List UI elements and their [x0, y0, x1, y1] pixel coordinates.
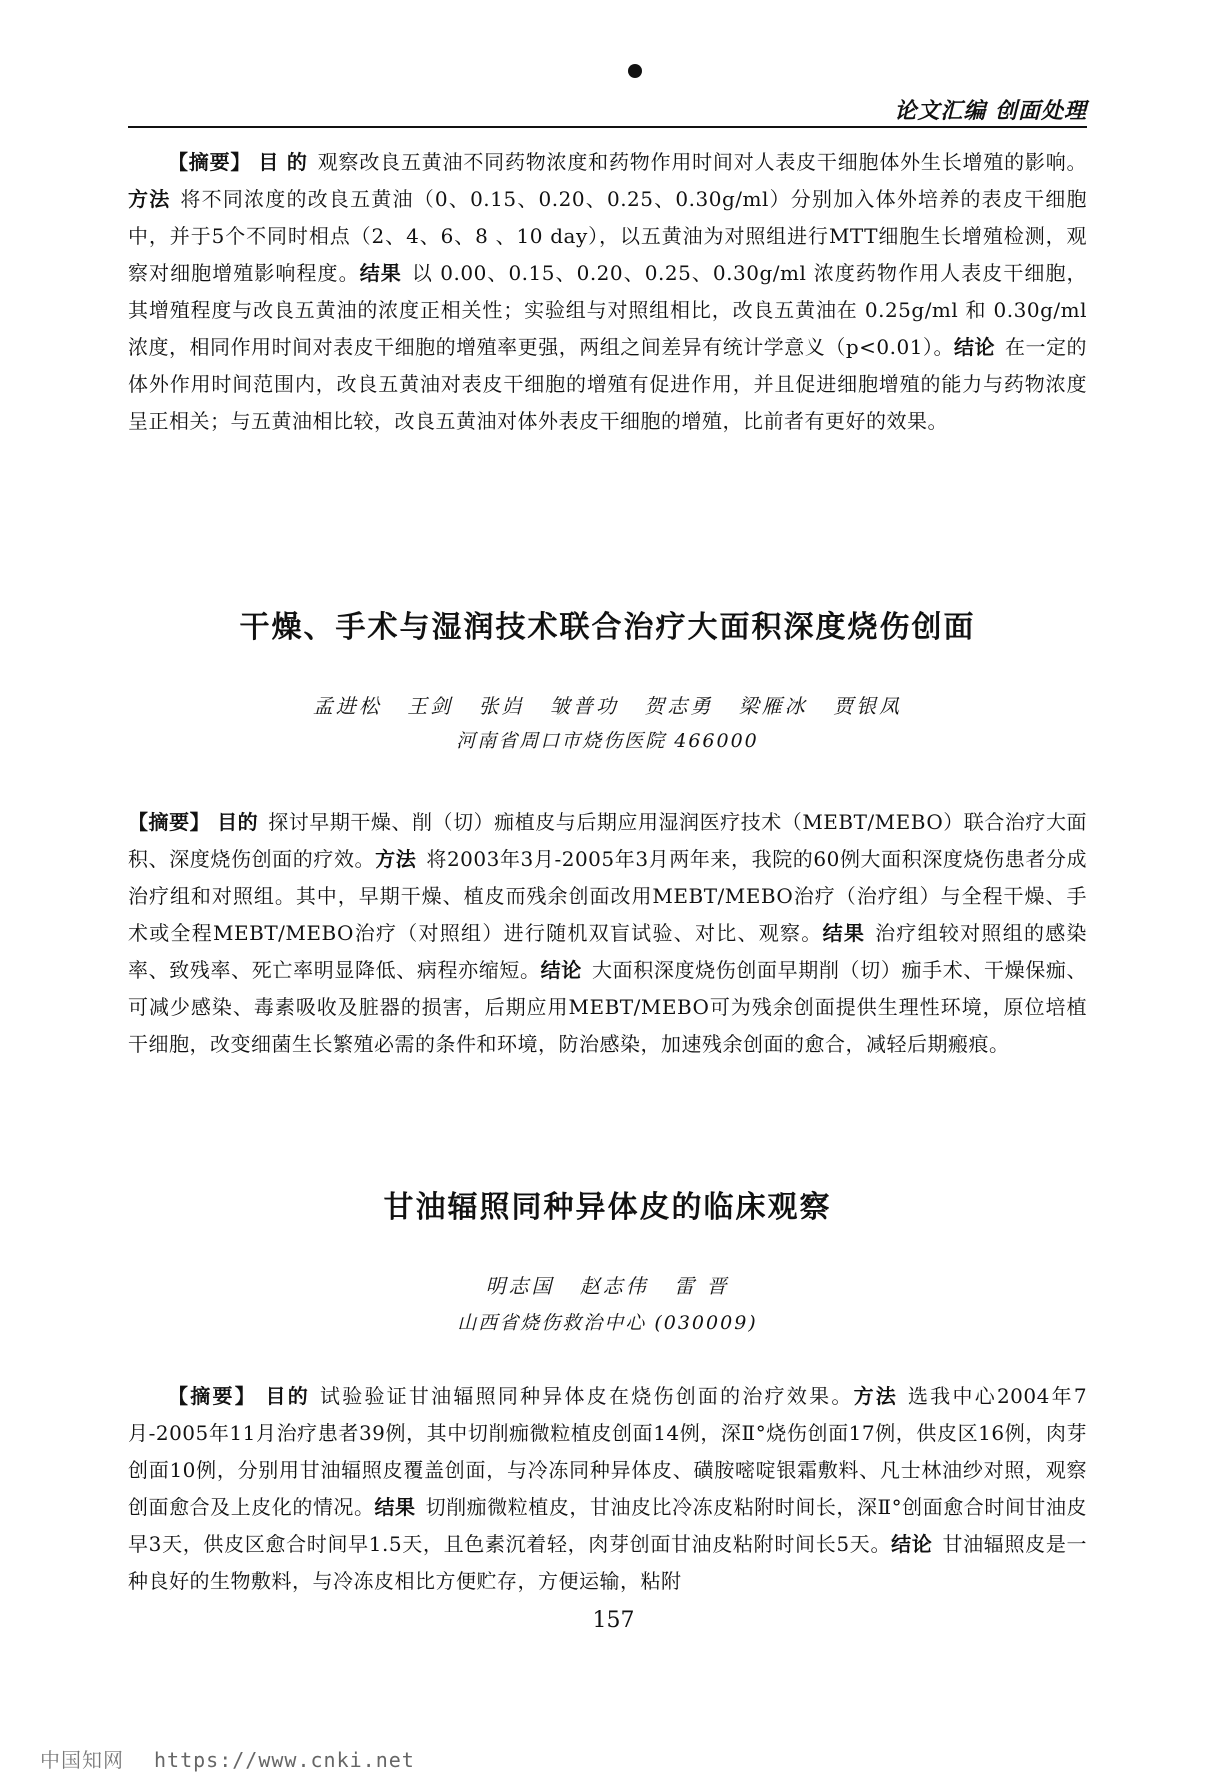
article3-abstract — [128, 1378, 1087, 1600]
results-label: 结果 — [374, 1495, 416, 1519]
author: 梁雁冰 — [738, 694, 808, 718]
results-label: 结果 — [359, 261, 402, 285]
article1-abstract — [128, 144, 1087, 440]
objective-text: 探讨早期干燥、削（切）痂植皮与后期应用湿润医疗技术（MEBT/MEBO）联合治疗大面积、深度烧伤创面的疗效。 — [128, 810, 1088, 871]
watermark-logo: 中国知网 — [40, 1748, 124, 1772]
header-rule — [128, 126, 1087, 128]
conclusion-text: 在一定的体外作用时间范围内，改良五黄油对表皮干细胞的增殖有促进作用，并且促进细胞增殖的能力与药物浓度呈正相关；与五黄油相比较，改良五黄油对体外表皮干细胞的增殖，比前者有更好的效果。 — [128, 335, 1088, 433]
page-number: 157 — [592, 1608, 635, 1633]
methods-text: 将不同浓度的改良五黄油（0、0.15、0.20、0.25、0.30g/ml）分别加入体外培养的表皮干细胞中，并于5个不同时相点（2、4、6、8 、10 day），以五黄油为对照组进行MTT细胞生长增殖检测，观察对细胞增殖影响程度。 — [128, 187, 1087, 285]
results-label: 结果 — [822, 921, 866, 945]
header-ornament — [628, 64, 642, 78]
objective-label: 目的 — [217, 810, 259, 834]
abstract-label: 【摘要】 — [168, 150, 252, 174]
article2-title: 干燥、手术与湿润技术联合治疗大面积深度烧伤创面 — [239, 610, 976, 645]
watermark-url[interactable]: https://www.cnki.net — [154, 1748, 415, 1772]
methods-label: 方法 — [853, 1384, 899, 1408]
conclusion-label: 结论 — [891, 1532, 933, 1556]
results-text: 以 0.00、0.15、0.20、0.25、0.30g/ml 浓度药物作用人表皮干细胞，其增殖程度与改良五黄油的浓度正相关性；实验组与对照组相比，改良五黄油在 0.25g/ml 和 0.30g/ml 浓度，相同作用时间对表皮干细胞的增殖率更强，两组之间差异有统计学意义（p<0.01）。 — [128, 261, 1088, 359]
author: 张岿 — [478, 694, 525, 718]
objective-label: 目的 — [265, 1384, 310, 1408]
methods-text: 将2003年3月-2005年3月两年来，我院的60例大面积深度烧伤患者分成治疗组和对照组。其中，早期干燥、植皮而残余创面改用MEBT/MEBO治疗（治疗组）与全程干燥、手术或全程MEBT/MEBO治疗（对照组）进行随机双盲试验、对比、观察。 — [128, 847, 1088, 945]
author: 明志国 — [485, 1274, 555, 1298]
abstract-label: 【摘要】 — [168, 1384, 257, 1408]
author: 贺志勇 — [644, 694, 714, 718]
objective-text: 观察改良五黄油不同药物浓度和药物作用时间对人表皮干细胞体外生长增殖的影响。 — [317, 150, 1088, 174]
author: 贾银凤 — [833, 694, 903, 718]
article3-authors — [128, 1270, 1087, 1299]
author: 王剑 — [407, 694, 454, 718]
objective-text: 试验验证甘油辐照同种异体皮在烧伤创面的治疗效果。 — [320, 1384, 854, 1408]
article3-affiliation: 山西省烧伤救治中心 (030009) — [457, 1312, 758, 1334]
author: 赵志伟 — [579, 1274, 649, 1298]
author: 雷 晋 — [674, 1274, 730, 1298]
article3-title: 甘油辐照同种异体皮的临床观察 — [383, 1190, 832, 1225]
author: 孟进松 — [312, 694, 382, 718]
abstract-label: 【摘要】 — [128, 810, 211, 834]
methods-label: 方法 — [128, 187, 171, 211]
results-text: 治疗组较对照组的感染率、致残率、死亡率明显降低、病程亦缩短。 — [128, 921, 1087, 982]
objective-label: 目 的 — [258, 150, 308, 174]
conclusion-text: 甘油辐照皮是一种良好的生物敷料，与冷冻皮相比方便贮存，方便运输，粘附 — [128, 1532, 1087, 1593]
article2-authors — [128, 690, 1087, 719]
cnki-watermark — [40, 1744, 415, 1773]
methods-label: 方法 — [375, 847, 417, 871]
conclusion-label: 结论 — [953, 335, 995, 359]
article2-abstract — [128, 804, 1087, 1063]
conclusion-text: 大面积深度烧伤创面早期削（切）痂手术、干燥保痂、可减少感染、毒素吸收及脏器的损害，后期应用MEBT/MEBO可为残余创面提供生理性环境，原位培植干细胞，改变细菌生长繁殖必需的条件和环境，防治感染，加速残余创面的愈合，减轻后期瘢痕。 — [128, 958, 1088, 1056]
results-text: 切削痂微粒植皮，甘油皮比冷冻皮粘附时间长，深Ⅱ°创面愈合时间甘油皮早3天，供皮区愈合时间早1.5天，且色素沉着轻，肉芽创面甘油皮粘附时间长5天。 — [128, 1495, 1088, 1556]
author: 皱普功 — [550, 694, 619, 718]
article2-affiliation: 河南省周口市烧伤医院 466000 — [456, 730, 759, 752]
conclusion-label: 结论 — [540, 958, 582, 982]
running-header: 论文汇编 创面处理 — [894, 99, 1087, 124]
methods-text: 选我中心2004年7月-2005年11月治疗患者39例，其中切削痂微粒植皮创面14例，深Ⅱ°烧伤创面17例，供皮区16例，肉芽创面10例，分别用甘油辐照皮覆盖创面，与冷冻同种异体皮、磺胺嘧啶银霜敷料、凡士林油纱对照，观察创面愈合及上皮化的情况。 — [128, 1384, 1088, 1519]
